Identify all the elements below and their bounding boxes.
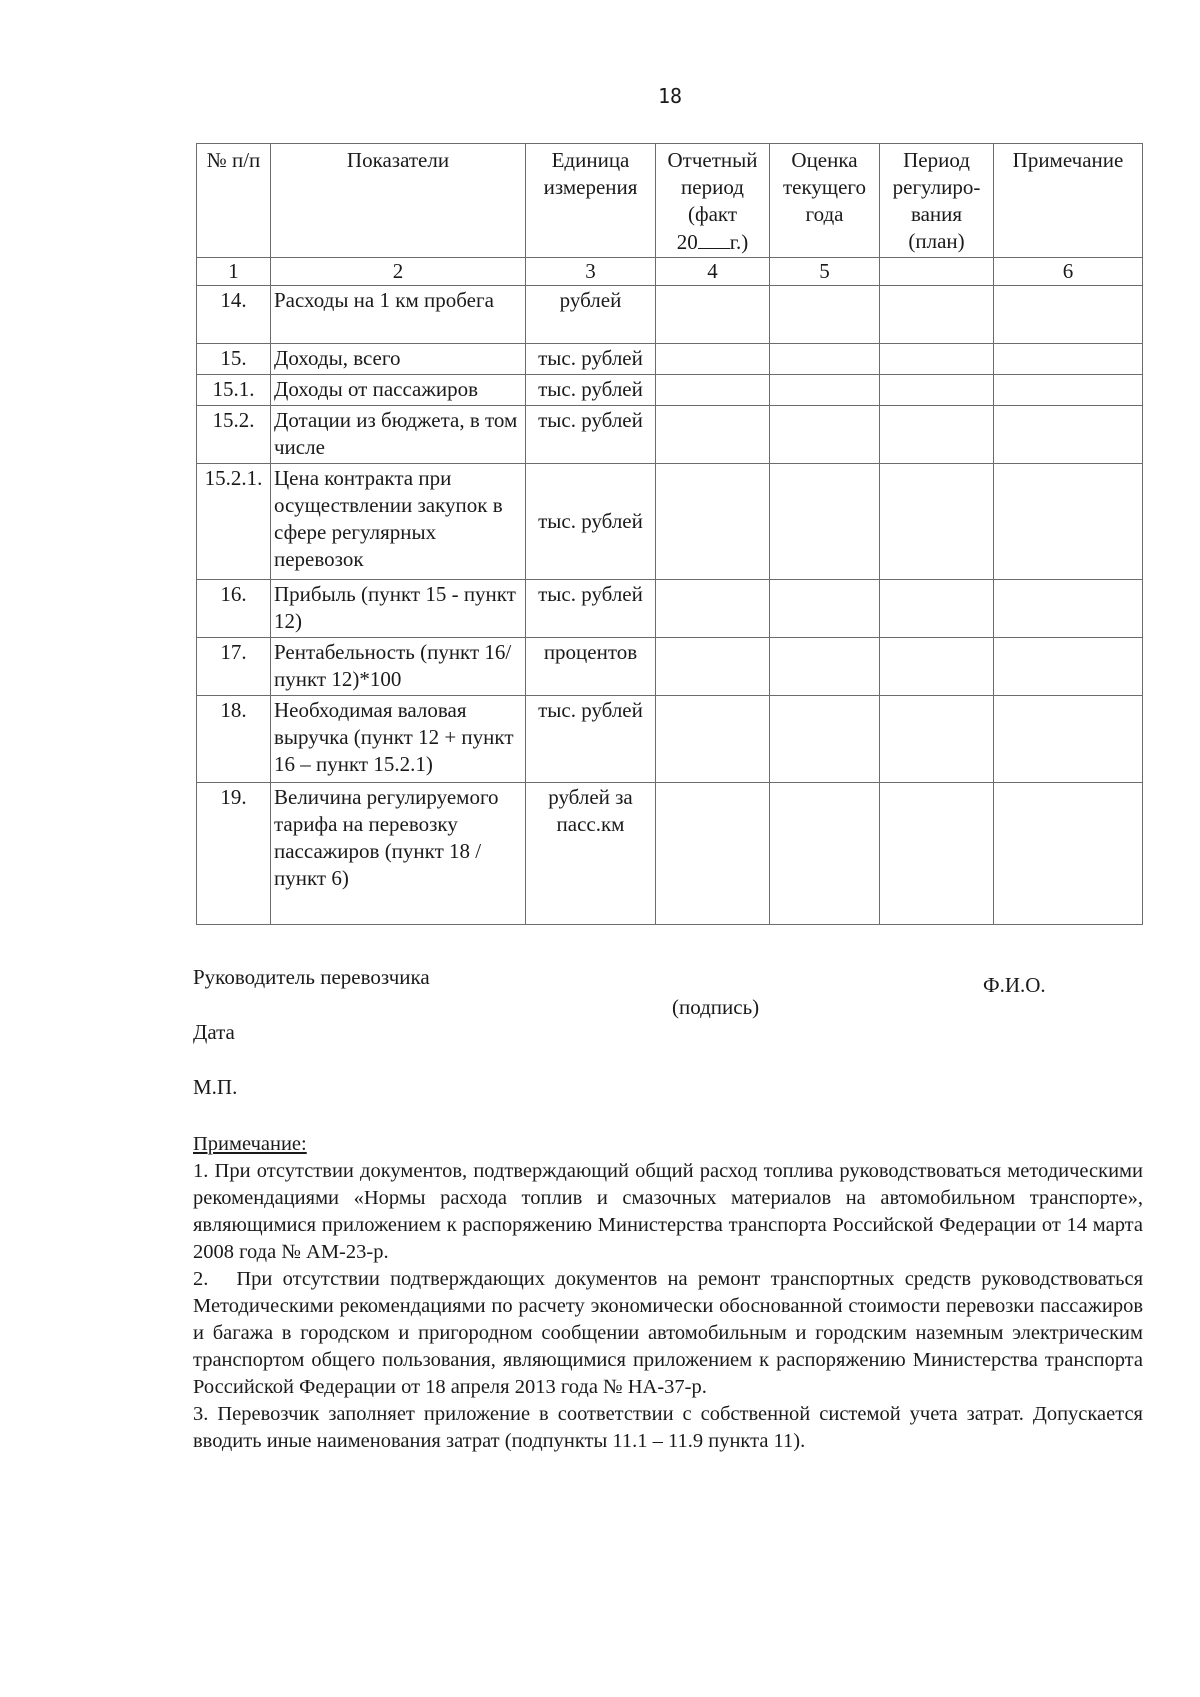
table-row (197, 783, 1143, 925)
row-note (994, 406, 1143, 464)
table-row (197, 638, 1143, 696)
table-row (197, 344, 1143, 375)
row-value-estimate (770, 783, 880, 925)
year-blank-line (698, 228, 730, 249)
row-note (994, 580, 1143, 638)
row-indicator: Рентабельность (пункт 16/ пункт 12)*100 (271, 638, 526, 696)
row-note (994, 696, 1143, 783)
row-number: 18. (197, 696, 271, 783)
row-value-plan (880, 580, 994, 638)
row-unit: тыс. рублей (526, 406, 656, 464)
note-item-2-wrapper (193, 1266, 1143, 1401)
row-note (994, 375, 1143, 406)
row-value-plan (880, 375, 994, 406)
header-period: Период регулиро- вания (план) (880, 144, 994, 258)
col-number: 1 (197, 258, 271, 286)
row-unit: тыс. рублей (526, 375, 656, 406)
col-number: 6 (994, 258, 1143, 286)
header-reported-year: 20 (676, 230, 698, 254)
carrier-head-label: Руководитель перевозчика (193, 965, 430, 989)
row-number: 15.1. (197, 375, 271, 406)
header-estimate: Оценка текущего года (770, 144, 880, 258)
row-value-reported (656, 696, 770, 783)
row-unit: тыс. рублей (526, 580, 656, 638)
row-unit: тыс. рублей (526, 464, 656, 580)
stamp-label: М.П. (193, 1075, 238, 1099)
row-number: 17. (197, 638, 271, 696)
row-indicator: Цена контракта при осуществлении закупок в сфере регулярных перевозок (271, 464, 526, 580)
note-item-3: 3. Перевозчик заполняет приложение в соответствии с собственной системой учета затрат. Допускается вводить иные наименования затрат (подпункты 11.1 – 11.9 пункта 11). (193, 1403, 1143, 1452)
date-label: Дата (193, 1020, 235, 1044)
row-value-estimate (770, 696, 880, 783)
table-row (197, 696, 1143, 783)
row-value-reported (656, 375, 770, 406)
row-unit: рублей (526, 286, 656, 344)
signature-label: (подпись) (672, 995, 760, 1019)
header-reported-l1: Отчетный (667, 148, 758, 172)
row-number: 15. (197, 344, 271, 375)
col-number: 4 (656, 258, 770, 286)
notes-title: Примечание: (193, 1133, 307, 1155)
fio-label: Ф.И.О. (983, 973, 1046, 997)
table-row (197, 375, 1143, 406)
row-value-estimate (770, 375, 880, 406)
row-value-reported (656, 286, 770, 344)
header-unit: Единица измерения (526, 144, 656, 258)
table-row (197, 286, 1143, 344)
col-number: 3 (526, 258, 656, 286)
row-value-estimate (770, 638, 880, 696)
col-number: 5 (770, 258, 880, 286)
header-reported-l2: период (681, 175, 744, 199)
header-no: № п/п (197, 144, 271, 258)
row-value-plan (880, 638, 994, 696)
row-value-reported (656, 464, 770, 580)
row-value-plan (880, 286, 994, 344)
row-value-estimate (770, 286, 880, 344)
col-number: 2 (271, 258, 526, 286)
row-unit: тыс. рублей (526, 696, 656, 783)
col-number (880, 258, 994, 286)
row-note (994, 783, 1143, 925)
row-note (994, 286, 1143, 344)
row-value-plan (880, 464, 994, 580)
row-indicator: Доходы, всего (271, 344, 526, 375)
row-value-estimate (770, 580, 880, 638)
row-indicator: Расходы на 1 км пробега (271, 286, 526, 344)
row-unit: процентов (526, 638, 656, 696)
header-reported-l3: (факт (687, 202, 738, 226)
note-item-1: 1. При отсутствии документов, подтверждающий общий расход топлива руководствоваться методическими рекомендациями «Нормы расхода топлив и смазочных материалов на автомобильном транспорте», являющимися приложением к распоряжению Министерства транспорта Российской Федерации от 14 марта 2008 года № АМ-23-р. (193, 1160, 1143, 1263)
note-item-2: При отсутствии подтверждающих документов на ремонт транспортных средств руководствоваться Методическими рекомендациями по расчету экономически обоснованной стоимости перевозки пассажиров и багажа в городском и пригородном сообщении автомобильным и городским наземным электрическим транспортом общего пользования, являющимися приложением к распоряжению Министерства транспорта Российской Федерации от 18 апреля 2013 года № НА-37-р. (193, 1268, 1143, 1398)
row-value-reported (656, 406, 770, 464)
row-number: 16. (197, 580, 271, 638)
column-numbers-row (197, 258, 1143, 286)
header-reported (656, 144, 770, 258)
indicators-table-container (196, 143, 1143, 925)
row-number: 14. (197, 286, 271, 344)
row-number: 15.2.1. (197, 464, 271, 580)
page-number: 18 (657, 84, 683, 108)
header-reported-l5: г.) (729, 230, 749, 254)
row-value-reported (656, 783, 770, 925)
row-number: 15.2. (197, 406, 271, 464)
table-header-row (197, 144, 1143, 258)
row-value-plan (880, 696, 994, 783)
row-value-estimate (770, 406, 880, 464)
row-note (994, 344, 1143, 375)
row-note (994, 464, 1143, 580)
note-item-2-number: 2. (193, 1268, 209, 1290)
row-indicator: Доходы от пассажиров (271, 375, 526, 406)
table-row (197, 580, 1143, 638)
row-unit: тыс. рублей (526, 344, 656, 375)
row-note (994, 638, 1143, 696)
table-row (197, 406, 1143, 464)
row-value-estimate (770, 464, 880, 580)
row-indicator: Прибыль (пункт 15 - пункт 12) (271, 580, 526, 638)
row-value-estimate (770, 344, 880, 375)
header-note: Примечание (994, 144, 1143, 258)
row-value-plan (880, 406, 994, 464)
row-value-reported (656, 638, 770, 696)
row-value-reported (656, 580, 770, 638)
row-indicator: Необходимая валовая выручка (пункт 12 + пункт 16 – пункт 15.2.1) (271, 696, 526, 783)
indicators-table (196, 143, 1143, 925)
header-indicator: Показатели (271, 144, 526, 258)
table-row (197, 464, 1143, 580)
row-indicator: Дотации из бюджета, в том числе (271, 406, 526, 464)
row-value-plan (880, 783, 994, 925)
row-value-plan (880, 344, 994, 375)
row-number: 19. (197, 783, 271, 925)
row-unit: рублей за пасс.км (526, 783, 656, 925)
notes-section (193, 1131, 1143, 1455)
row-indicator: Величина регулируемого тарифа на перевозку пассажиров (пункт 18 /пункт 6) (271, 783, 526, 925)
row-value-reported (656, 344, 770, 375)
